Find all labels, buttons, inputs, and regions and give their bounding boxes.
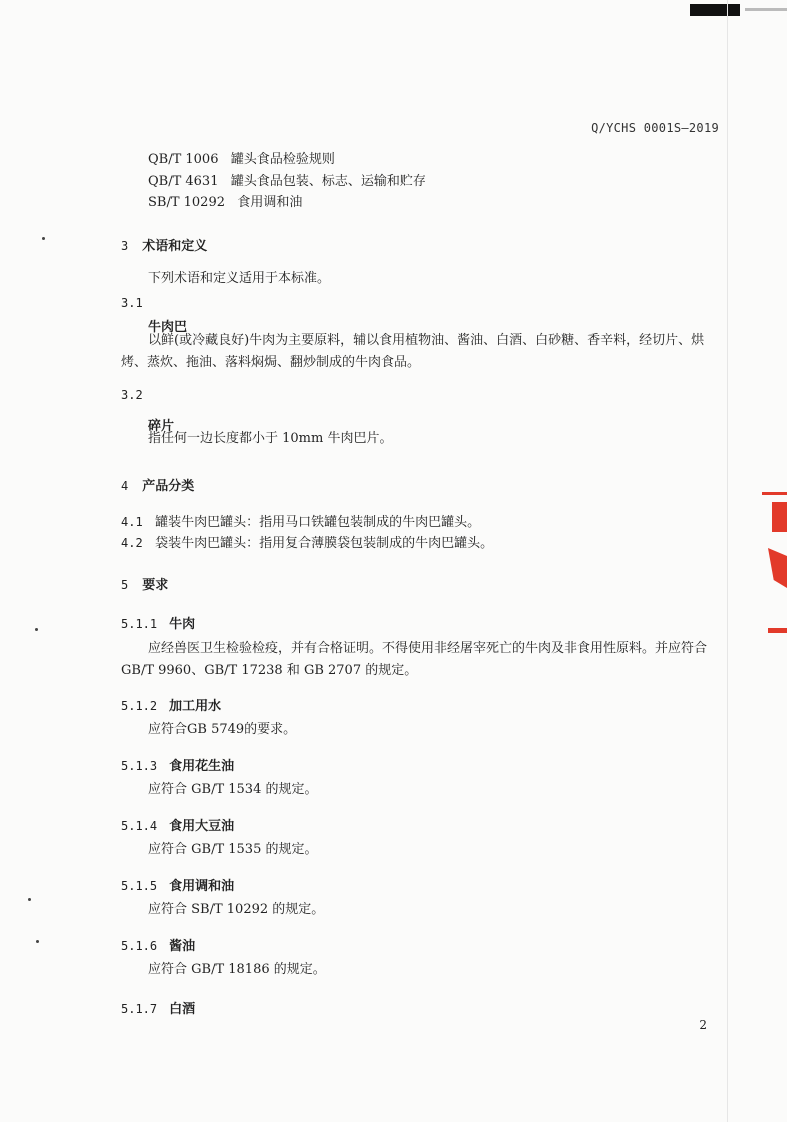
stamp-fragment-4 (768, 628, 787, 633)
section-title: 产品分类 (142, 479, 195, 494)
reference-item (148, 152, 335, 168)
clause-heading (121, 695, 221, 714)
clause-number: 5.1.2 (121, 699, 158, 713)
section-title: 术语和定义 (142, 239, 208, 254)
page-number: 2 (699, 1018, 707, 1032)
section-title: 要求 (142, 578, 169, 593)
item-text: 袋装牛肉巴罐头：指用复合薄膜袋包装制成的牛肉巴罐头。 (155, 536, 494, 551)
term-definition: 指任何一边长度都小于 10mm 牛肉巴片。 (148, 431, 393, 446)
clause-heading (121, 998, 195, 1017)
term-number: 3.2 (121, 388, 143, 402)
page-fold-line (727, 0, 728, 1122)
scan-mark-top (690, 4, 740, 16)
scan-dot (35, 628, 38, 631)
clause-heading (121, 613, 195, 632)
section-number: 4 (121, 479, 129, 493)
reference-code: QB/T 1006 (148, 152, 219, 167)
item-number: 4.2 (121, 536, 143, 550)
document-code: Q/YCHS 0001S—2019 (591, 121, 719, 135)
stamp-fragment-2 (772, 502, 787, 532)
section-heading (121, 574, 168, 593)
term-definition: 以鲜(或冷藏良好)牛肉为主要原料，辅以食用植物油、酱油、白酒、白砂糖、香辛料，经切片、烘烤、蒸炊、拖油、落料焖焗、翻炒制成的牛肉食品。 (121, 333, 705, 370)
clause-title: 加工用水 (169, 699, 222, 714)
section-number: 3 (121, 239, 129, 253)
reference-title: 食用调和油 (237, 195, 303, 210)
stamp-fragment-3 (768, 548, 787, 588)
clause-text: 应符合 GB/T 18186 的规定。 (148, 962, 326, 977)
clause-number: 5.1.7 (121, 1002, 158, 1016)
clause-heading (121, 755, 234, 774)
scan-mark-line (745, 8, 787, 11)
reference-title: 罐头食品包装、标志、运输和贮存 (230, 174, 426, 189)
stamp-fragment-1 (762, 492, 787, 495)
scan-dot (36, 940, 39, 943)
clause-number: 5.1.3 (121, 759, 158, 773)
clause-number: 5.1.6 (121, 939, 158, 953)
clause-title: 酱油 (169, 939, 196, 954)
clause-text: 应符合 GB/T 1534 的规定。 (148, 782, 318, 797)
clause-title: 牛肉 (169, 617, 196, 632)
section-heading (121, 475, 194, 494)
term-name: 牛肉巴 (148, 320, 188, 335)
clause-text: 应经兽医卫生检验检疫，并有合格证明。不得使用非经屠宰死亡的牛肉及非食用性原料。并应符合GB/T 9960、GB/T 17238 和 GB 2707 的规定。 (121, 641, 708, 678)
classification-item (121, 535, 493, 552)
term-name: 碎片 (148, 419, 175, 434)
section-heading (121, 235, 207, 254)
clause-text: 应符合GB 5749的要求。 (148, 722, 297, 737)
reference-item (148, 174, 426, 190)
clause-text: 应符合 SB/T 10292 的规定。 (148, 902, 325, 917)
item-number: 4.1 (121, 515, 143, 529)
clause-heading (121, 935, 195, 954)
clause-text: 应符合 GB/T 1535 的规定。 (148, 842, 318, 857)
clause-heading (121, 875, 234, 894)
clause-heading (121, 815, 234, 834)
clause-title: 食用调和油 (169, 879, 235, 894)
reference-title: 罐头食品检验规则 (230, 152, 335, 167)
section-intro: 下列术语和定义适用于本标准。 (148, 271, 331, 286)
term-number: 3.1 (121, 296, 143, 310)
clause-title: 食用大豆油 (169, 819, 235, 834)
classification-item (121, 514, 480, 531)
clause-number: 5.1.5 (121, 879, 158, 893)
clause-title: 白酒 (169, 1002, 196, 1017)
clause-number: 5.1.1 (121, 617, 158, 631)
reference-code: SB/T 10292 (148, 195, 225, 210)
reference-code: QB/T 4631 (148, 174, 219, 189)
clause-number: 5.1.4 (121, 819, 158, 833)
clause-title: 食用花生油 (169, 759, 235, 774)
scan-dot (42, 237, 45, 240)
scan-dot (28, 898, 31, 901)
section-number: 5 (121, 578, 129, 592)
reference-item (148, 195, 302, 211)
item-text: 罐装牛肉巴罐头：指用马口铁罐包装制成的牛肉巴罐头。 (155, 515, 481, 530)
